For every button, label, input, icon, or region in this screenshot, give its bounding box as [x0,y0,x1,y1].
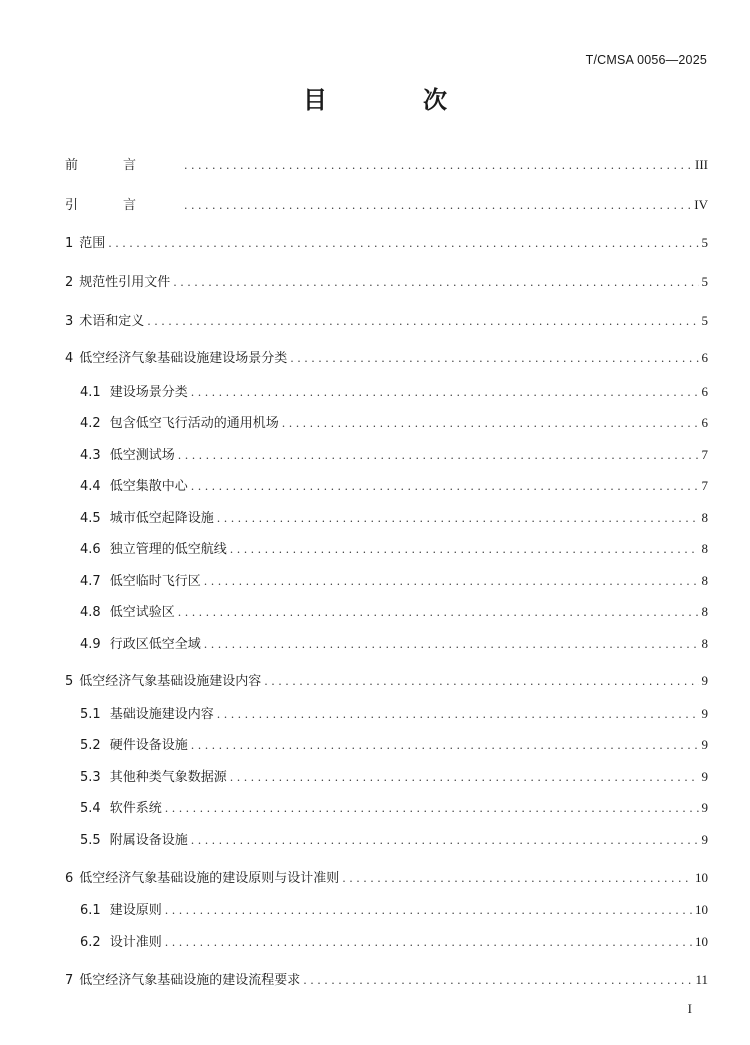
toc-entry-page: 5 [701,235,708,250]
toc-entry-page: 8 [701,573,708,588]
toc-entry-title: 低空测试场 [109,448,175,463]
toc-entry-title: 规范性引用文件 [79,275,171,290]
toc-entry-label [80,705,217,725]
toc-entry-page: 8 [701,604,708,619]
toc-entry-title: 前言 [65,158,182,173]
toc-entry-label [65,156,184,176]
toc-entry[interactable] [80,704,708,724]
toc-entry[interactable] [80,445,708,465]
toc-entry-number: 4.4 [80,479,101,494]
toc-entry-page: 8 [701,510,708,525]
toc-entry-number: 4.9 [80,637,101,652]
toc-entry-number: 5 [65,674,74,689]
toc-entry[interactable] [80,571,708,591]
toc-entry[interactable] [80,932,708,952]
toc-dot-leader [217,509,699,529]
toc-entry-label [80,901,165,921]
toc-dot-leader [342,869,692,889]
toc-entry[interactable] [80,602,708,622]
toc-entry-label [80,477,191,497]
toc-entry[interactable] [65,233,708,253]
toc-entry[interactable] [80,735,708,755]
toc-entry-title: 低空集散中心 [109,479,188,494]
toc-entry-page: 6 [701,415,708,430]
toc-entry-title: 低空试验区 [109,605,175,620]
toc-dot-leader [184,156,692,176]
toc-entry-label [80,446,178,466]
toc-entry-title: 术语和定义 [79,314,145,329]
toc-entry-label [80,933,165,953]
toc-entry[interactable] [80,476,708,496]
toc-entry-number: 5.1 [80,707,101,722]
toc-entry-title: 建设场景分类 [109,385,188,400]
toc-entry-label [80,736,191,756]
toc-entry[interactable] [80,767,708,787]
toc-dot-leader [230,768,699,788]
toc-entry-label [65,196,184,216]
page-title: 目 次 [303,86,483,114]
toc-entry-label [65,349,290,369]
toc-entry-number: 2 [65,275,74,290]
page-number: I [687,1001,692,1016]
toc-entry-title: 硬件设备设施 [109,738,188,753]
toc-dot-leader [191,383,699,403]
toc-dot-leader [191,477,699,497]
toc-dot-leader [165,799,699,819]
document-code: T/CMSA 0056—2025 [585,53,707,67]
toc-entry-label [65,971,303,991]
toc-entry-title: 建设原则 [109,903,162,918]
toc-entry-number: 5.2 [80,738,101,753]
toc-entry-page: 6 [701,350,708,365]
toc-entry[interactable] [65,272,708,292]
toc-entry[interactable] [65,970,708,990]
toc-dot-leader [191,736,699,756]
toc-entry-label [65,869,342,889]
toc-entry[interactable] [80,798,708,818]
toc-entry-page: 8 [701,541,708,556]
toc-entry-title: 设计准则 [109,935,162,950]
toc-entry-number: 5.5 [80,833,101,848]
toc-entry-page: III [695,157,708,172]
toc-entry-title: 低空经济气象基础设施的建设原则与设计准则 [79,871,340,886]
toc-entry-label [80,572,204,592]
toc-entry-page: 8 [701,636,708,651]
toc-entry-page: 10 [695,934,708,949]
toc-entry-page: 7 [701,478,708,493]
toc-dot-leader [178,446,699,466]
toc-entry-number: 4.7 [80,574,101,589]
toc-dot-leader [184,196,691,216]
toc-entry-number: 5.4 [80,801,101,816]
toc-entry-number: 4.2 [80,416,101,431]
toc-entry-page: 5 [701,313,708,328]
toc-entry[interactable] [65,195,708,215]
toc-entry-number: 4 [65,351,74,366]
toc-entry-label [65,312,147,332]
toc-entry-number: 6 [65,871,74,886]
toc-entry-number: 1 [65,236,74,251]
toc-entry[interactable] [65,868,708,888]
toc-entry-label [65,273,173,293]
toc-entry-number: 6.1 [80,903,101,918]
toc-entry-label [80,540,230,560]
toc-entry-title: 引言 [65,198,182,213]
toc-entry[interactable] [80,900,708,920]
toc-entry-page: 10 [695,902,708,917]
toc-dot-leader [230,540,699,560]
toc-entry[interactable] [80,382,708,402]
toc-entry-label [80,635,204,655]
toc-entry-number: 4.6 [80,542,101,557]
toc-entry-title: 包含低空飞行活动的通用机场 [109,416,279,431]
toc-entry-number: 4.5 [80,511,101,526]
toc-entry-label [80,603,178,623]
toc-entry-number: 4.1 [80,385,101,400]
toc-entry[interactable] [65,348,708,368]
toc-entry[interactable] [65,671,708,691]
toc-entry-page: 9 [701,769,708,784]
toc-dot-leader [173,273,698,293]
toc-entry-page: 10 [695,870,708,885]
toc-entry-label [80,799,165,819]
toc-dot-leader [303,971,692,991]
toc-entry-page: 9 [701,800,708,815]
toc-dot-leader [264,672,698,692]
toc-entry-page: 9 [701,737,708,752]
toc-dot-leader [165,933,692,953]
toc-entry[interactable] [80,413,708,433]
toc-entry-page: IV [694,197,708,212]
toc-entry-title: 低空经济气象基础设施的建设流程要求 [79,973,301,988]
toc-entry-page: 11 [695,972,708,987]
toc-entry-label [80,383,191,403]
toc-entry[interactable] [80,830,708,850]
toc-entry-title: 附属设备设施 [109,833,188,848]
toc-entry-page: 5 [701,274,708,289]
toc-entry-page: 9 [701,706,708,721]
toc-dot-leader [165,901,692,921]
toc-entry-number: 4.3 [80,448,101,463]
toc-entry-page: 6 [701,384,708,399]
toc-entry-page: 7 [701,447,708,462]
toc-entry-label [65,672,264,692]
toc-entry-number: 7 [65,973,74,988]
toc-entry-title: 其他种类气象数据源 [109,770,227,785]
toc-entry[interactable] [80,634,708,654]
toc-dot-leader [290,349,698,369]
toc-entry-title: 基础设施建设内容 [109,707,214,722]
toc-entry-title: 软件系统 [109,801,162,816]
toc-entry[interactable] [65,311,708,331]
toc-entry-title: 低空经济气象基础设施建设场景分类 [79,351,288,366]
toc-entry-title: 范围 [79,236,106,251]
toc-entry-label [80,414,282,434]
toc-entry-title: 独立管理的低空航线 [109,542,227,557]
toc-entry-number: 5.3 [80,770,101,785]
toc-entry-number: 6.2 [80,935,101,950]
toc-entry-label [80,768,230,788]
toc-entry-number: 4.8 [80,605,101,620]
toc-dot-leader [217,705,699,725]
toc-dot-leader [191,831,699,851]
toc-entry-title: 低空临时飞行区 [109,574,201,589]
toc-dot-leader [108,234,698,254]
toc-entry[interactable] [80,539,708,559]
toc-entry-page: 9 [701,832,708,847]
toc-entry-label [80,831,191,851]
toc-entry-label [65,234,108,254]
toc-dot-leader [147,312,698,332]
toc-dot-leader [204,572,699,592]
toc-entry-page: 9 [701,673,708,688]
toc-entry[interactable] [65,155,708,175]
toc-entry-title: 低空经济气象基础设施建设内容 [79,674,262,689]
toc-entry-number: 3 [65,314,74,329]
toc-entry-label [80,509,217,529]
toc-dot-leader [178,603,699,623]
toc-dot-leader [282,414,699,434]
toc-dot-leader [204,635,699,655]
toc-entry-title: 城市低空起降设施 [109,511,214,526]
toc-entry-title: 行政区低空全域 [109,637,201,652]
toc-entry[interactable] [80,508,708,528]
